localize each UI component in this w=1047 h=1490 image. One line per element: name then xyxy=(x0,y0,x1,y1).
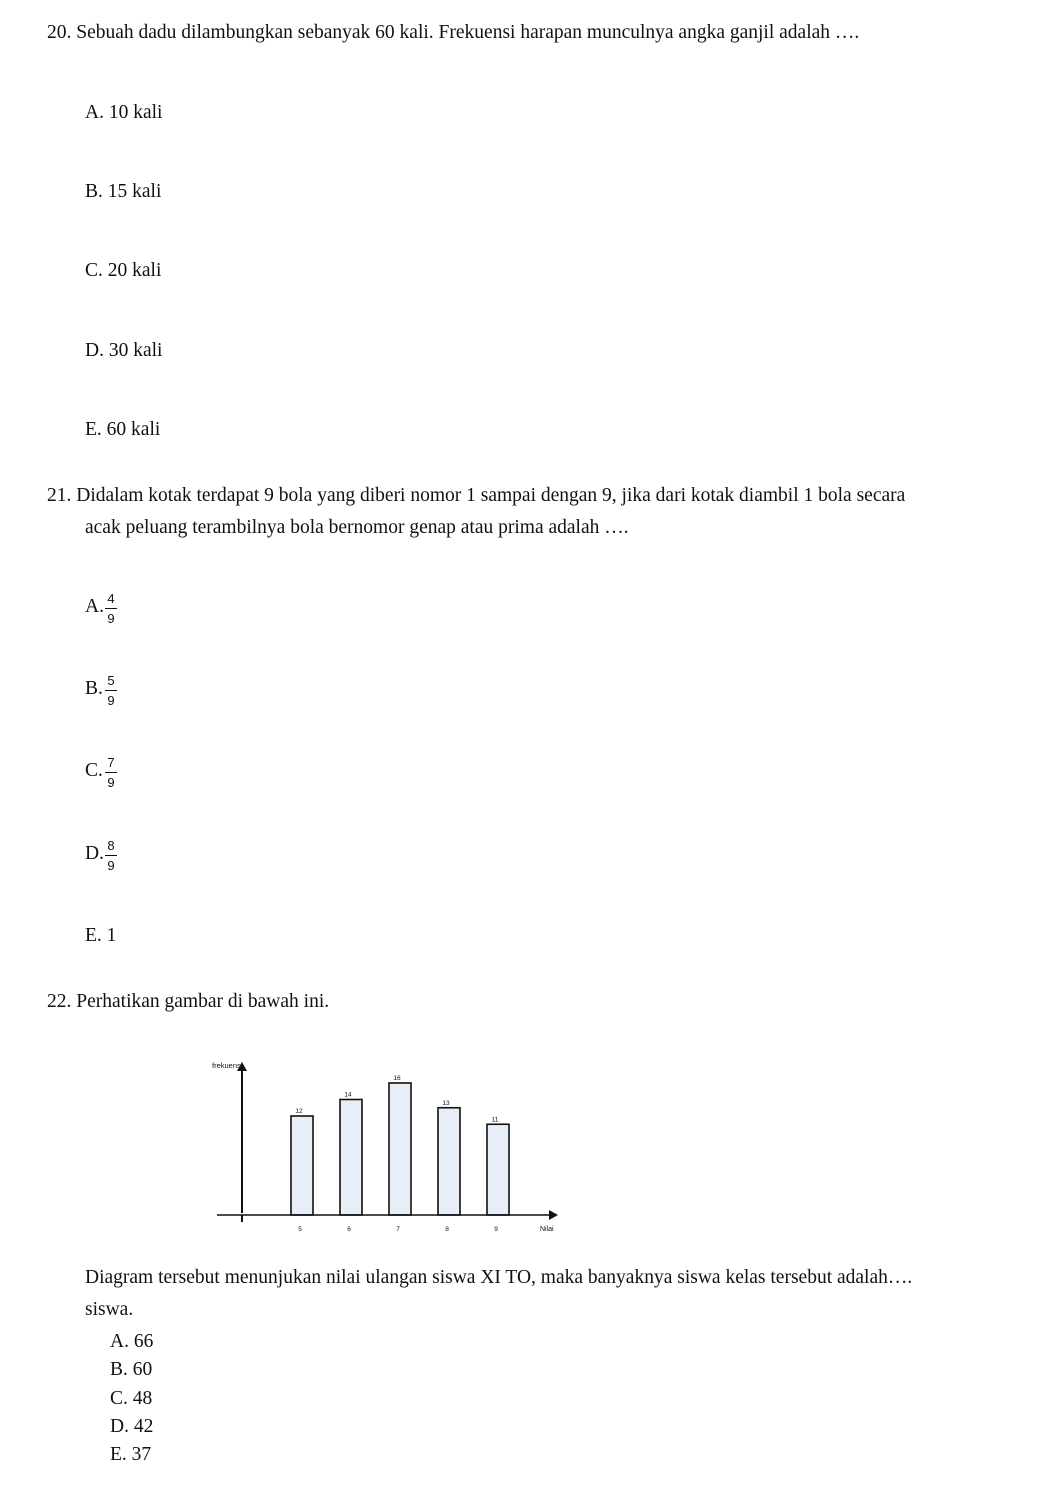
fraction xyxy=(104,674,118,707)
option-a[interactable]: A. 66 xyxy=(110,1331,154,1352)
data-label-9: 11 xyxy=(491,1116,499,1124)
question-text-line-2: acak peluang terambilnya bola bernomor genap atau prima adalah …. xyxy=(85,517,629,538)
question-number: 22. xyxy=(47,991,72,1012)
x-tick-label-7: 7 xyxy=(396,1226,400,1233)
fraction xyxy=(104,839,118,872)
bar-8 xyxy=(438,1108,460,1215)
bar-chart xyxy=(200,1055,570,1240)
option-e[interactable]: E. 1 xyxy=(85,925,117,946)
option-b[interactable]: B. 15 kali xyxy=(85,181,162,202)
numerator: 5 xyxy=(107,673,115,688)
x-tick-label-9: 9 xyxy=(494,1226,498,1233)
denominator: 9 xyxy=(107,611,115,626)
denominator: 9 xyxy=(107,693,115,708)
x-axis-label: Nilai xyxy=(540,1226,554,1233)
option-e[interactable]: E. 60 kali xyxy=(85,419,161,440)
option-d[interactable]: D. 42 xyxy=(110,1416,154,1437)
fraction xyxy=(104,756,118,789)
data-label-7: 16 xyxy=(393,1075,401,1082)
x-axis-arrow xyxy=(549,1210,558,1220)
option-e[interactable]: E. 37 xyxy=(110,1444,152,1465)
bar-9 xyxy=(487,1124,509,1215)
question-21 xyxy=(47,485,905,507)
option-c[interactable]: C. 48 xyxy=(110,1388,153,1409)
x-tick-label-6: 6 xyxy=(347,1226,351,1233)
question-description-line-2: siswa. xyxy=(85,1299,134,1320)
x-tick-label-8: 8 xyxy=(445,1226,449,1233)
fraction xyxy=(104,592,118,625)
numerator: 4 xyxy=(107,591,115,606)
question-description-line-1: Diagram tersebut menunjukan nilai ulangan siswa XI TO, maka banyaknya siswa kelas tersebut adalah…. xyxy=(85,1267,913,1288)
question-22 xyxy=(47,991,329,1013)
question-text-line-1: Didalam kotak terdapat 9 bola yang diberi nomor 1 sampai dengan 9, jika dari kotak diambil 1 bola secara xyxy=(76,485,906,506)
denominator: 9 xyxy=(107,775,115,790)
question-text: Sebuah dadu dilambungkan sebanyak 60 kali. Frekuensi harapan munculnya angka ganjil adalah …. xyxy=(76,22,860,43)
question-text: Perhatikan gambar di bawah ini. xyxy=(76,991,330,1012)
option-b[interactable]: B. 60 xyxy=(110,1359,153,1380)
option-letter: A. xyxy=(85,596,104,617)
option-d[interactable]: D. 30 kali xyxy=(85,340,163,361)
fraction-bar xyxy=(105,772,117,773)
numerator: 7 xyxy=(107,755,115,770)
data-label-8: 13 xyxy=(442,1099,450,1107)
option-letter: D. xyxy=(85,843,104,864)
option-letter: B. xyxy=(85,678,103,699)
question-number: 20. xyxy=(47,22,72,43)
data-label-5: 12 xyxy=(295,1108,303,1115)
question-number: 21. xyxy=(47,485,72,506)
option-letter: C. xyxy=(85,760,103,781)
option-c[interactable]: C. 20 kali xyxy=(85,260,162,281)
y-axis-label: frekuensi xyxy=(212,1061,243,1070)
option-a[interactable]: A. 10 kali xyxy=(85,102,163,123)
fraction-bar xyxy=(105,690,117,691)
numerator: 8 xyxy=(107,838,115,853)
fraction-bar xyxy=(105,608,117,609)
bar-5 xyxy=(291,1116,313,1215)
denominator: 9 xyxy=(107,858,115,873)
bar-6 xyxy=(340,1100,362,1216)
question-20 xyxy=(47,22,859,44)
fraction-bar xyxy=(105,855,117,856)
data-label-6: 14 xyxy=(344,1091,352,1099)
x-tick-label-5: 5 xyxy=(298,1226,302,1233)
bar-7 xyxy=(389,1083,411,1215)
